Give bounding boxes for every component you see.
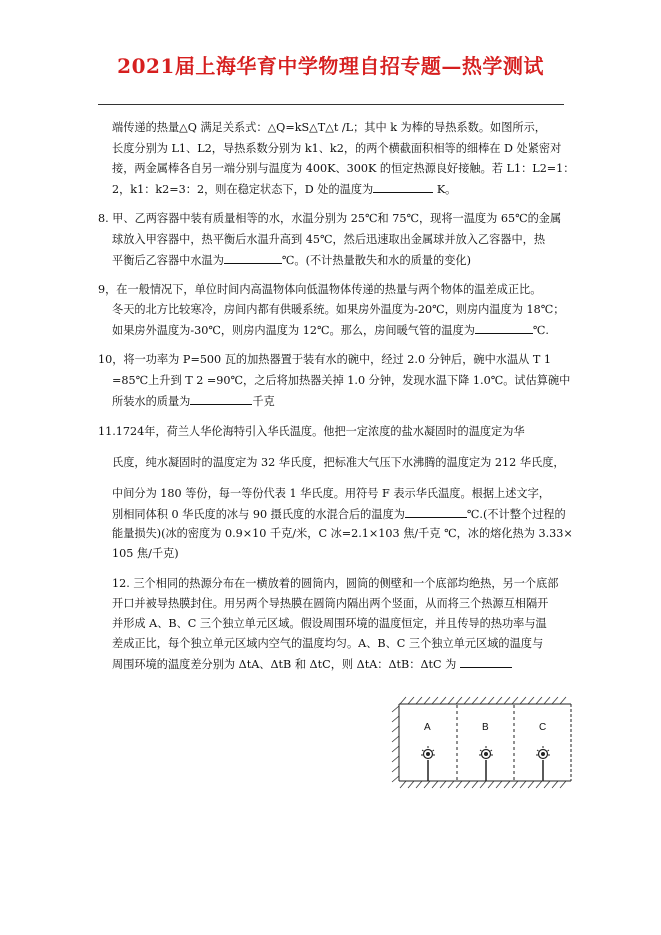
q7-line-4 bbox=[112, 182, 456, 197]
q12-answer-blank[interactable] bbox=[460, 657, 512, 668]
q12-line-5-text: 周围环境的温度差分别为 ΔtA、ΔtB 和 ΔtC，则 ΔtA：ΔtB：ΔtC 为 bbox=[112, 658, 457, 671]
region-label-c: C bbox=[539, 722, 547, 733]
q8-line-1: 8. 甲、乙两容器中装有质量相等的水，水温分别为 25℃和 75℃，现将一温度为 65℃的金属 bbox=[98, 212, 562, 225]
heat-source-c bbox=[536, 746, 550, 781]
q11-line-6: 105 焦/千克) bbox=[112, 547, 179, 560]
q7-line-2: 长度分别为 L1、L2，导热系数分别为 k1、k2，的两个横截面积相等的细棒在 D 处紧密对 bbox=[112, 142, 562, 155]
q7-answer-blank[interactable] bbox=[373, 182, 433, 193]
q9-line-2: 冬天的北方比较寒冷，房间内都有供暖系统。如果房外温度为-20℃，则房内温度为 18℃； bbox=[112, 303, 565, 316]
q12-line-2: 开口并被导热膜封住。用另两个导热膜在圆筒内隔出两个竖面，从而将三个热源互相隔开 bbox=[112, 597, 549, 610]
q7-line-4-unit: K。 bbox=[436, 183, 457, 196]
q8-line-3-text: 平衡后乙容器中水温为 bbox=[112, 254, 224, 267]
region-label-b: B bbox=[482, 722, 489, 733]
q12-line-3: 并形成 A、B、C 三个独立单元区域。假设周围环境的温度恒定，并且传导的热功率与温 bbox=[112, 617, 547, 630]
q9-line-3 bbox=[112, 323, 549, 338]
heat-source-a bbox=[421, 746, 435, 781]
bottom-hatching bbox=[400, 781, 566, 788]
q10-line-2: =85℃上升到 T 2 =90℃，之后将加热器关掉 1.0 分钟，发现水温下降 1.0℃。试估算碗中 bbox=[112, 374, 571, 387]
q9-answer-blank[interactable] bbox=[475, 323, 533, 334]
q11-line-4 bbox=[112, 507, 566, 522]
q11-line-4-tail: ℃.(不计整个过程的 bbox=[466, 508, 566, 521]
q7-line-4-text: 2，k1：k2=3：2，则在稳定状态下，D 处的温度为 bbox=[112, 183, 374, 196]
q8-answer-blank[interactable] bbox=[224, 253, 282, 264]
q7-line-3: 接，两金属棒各自另一端分别与温度为 400K、300K 的恒定热源良好接触。若 L1：L2=1： bbox=[112, 162, 575, 175]
q9-line-3-unit: ℃. bbox=[532, 324, 549, 337]
q10-answer-blank[interactable] bbox=[190, 394, 252, 405]
q11-line-2: 氏度，纯水凝固时的温度定为 32 华氏度，把标准大气压下水沸腾的温度定为 212 华氏度， bbox=[112, 456, 565, 469]
q10-line-3 bbox=[112, 394, 275, 409]
q10-line-1: 10，将一功率为 P=500 瓦的加热器置于装有水的碗中，经过 2.0 分钟后，碗中水温从 T 1 bbox=[98, 353, 552, 366]
q10-line-3-unit: 千克 bbox=[252, 395, 275, 408]
page-title: 2021届上海华育中学物理自招专题—热学测试 bbox=[117, 54, 544, 78]
q8-line-3-tail: ℃。(不计热量散失和水的质量的变化) bbox=[281, 254, 471, 267]
top-hatching bbox=[400, 697, 566, 704]
left-end-hatching bbox=[392, 706, 399, 782]
q11-line-5: 能量损失)(冰的密度为 0.9×10 千克/米，C 冰=2.1×103 焦/千克 ℃，冰的熔化热为 3.33× bbox=[112, 527, 573, 540]
q8-line-3 bbox=[112, 253, 471, 268]
q11-answer-blank[interactable] bbox=[405, 507, 467, 518]
q10-line-3-text: 所装水的质量为 bbox=[112, 395, 191, 408]
q12-line-5 bbox=[112, 657, 512, 672]
q11-line-1: 11.1724年，荷兰人华伦海特引入华氏温度。他把一定浓度的盐水凝固时的温度定为华 bbox=[98, 425, 525, 438]
q11-line-4-text: 別相同体积 0 华氏度的冰与 90 摄氏度的水混合后的温度为 bbox=[112, 508, 405, 521]
q11-line-3: 中间分为 180 等份，每一等份代表 1 华氏度。用符号 F 表示华氏温度。根据上述文字， bbox=[112, 487, 550, 500]
q8-line-2: 球放入甲容器中，热平衡后水温升高到 45℃，然后迅速取出金属球并放入乙容器中，热 bbox=[112, 233, 546, 246]
q7-line-1: 端传递的热量△Q 满足关系式：△Q=kS△T△t /L；其中 k 为棒的导热系数。如图所示， bbox=[112, 121, 546, 134]
region-label-a: A bbox=[424, 722, 431, 733]
title-divider bbox=[98, 104, 564, 105]
q9-line-3-text: 如果房外温度为-30℃，则房内温度为 12℃。那么，房间暖气管的温度为 bbox=[112, 324, 475, 337]
heat-source-b bbox=[479, 746, 493, 781]
q12-line-1: 12. 三个相同的热源分布在一横放着的圆筒内，圆筒的侧壁和一个底部均绝热，另一个底部 bbox=[112, 577, 559, 590]
q9-line-1: 9，在一般情况下，单位时间内高温物体向低温物体传递的热量与两个物体的温差成正比。 bbox=[98, 283, 542, 296]
q12-line-4: 差成正比，每个独立单元区域内空气的温度均匀。A、B、C 三个独立单元区域的温度与 bbox=[112, 637, 544, 650]
